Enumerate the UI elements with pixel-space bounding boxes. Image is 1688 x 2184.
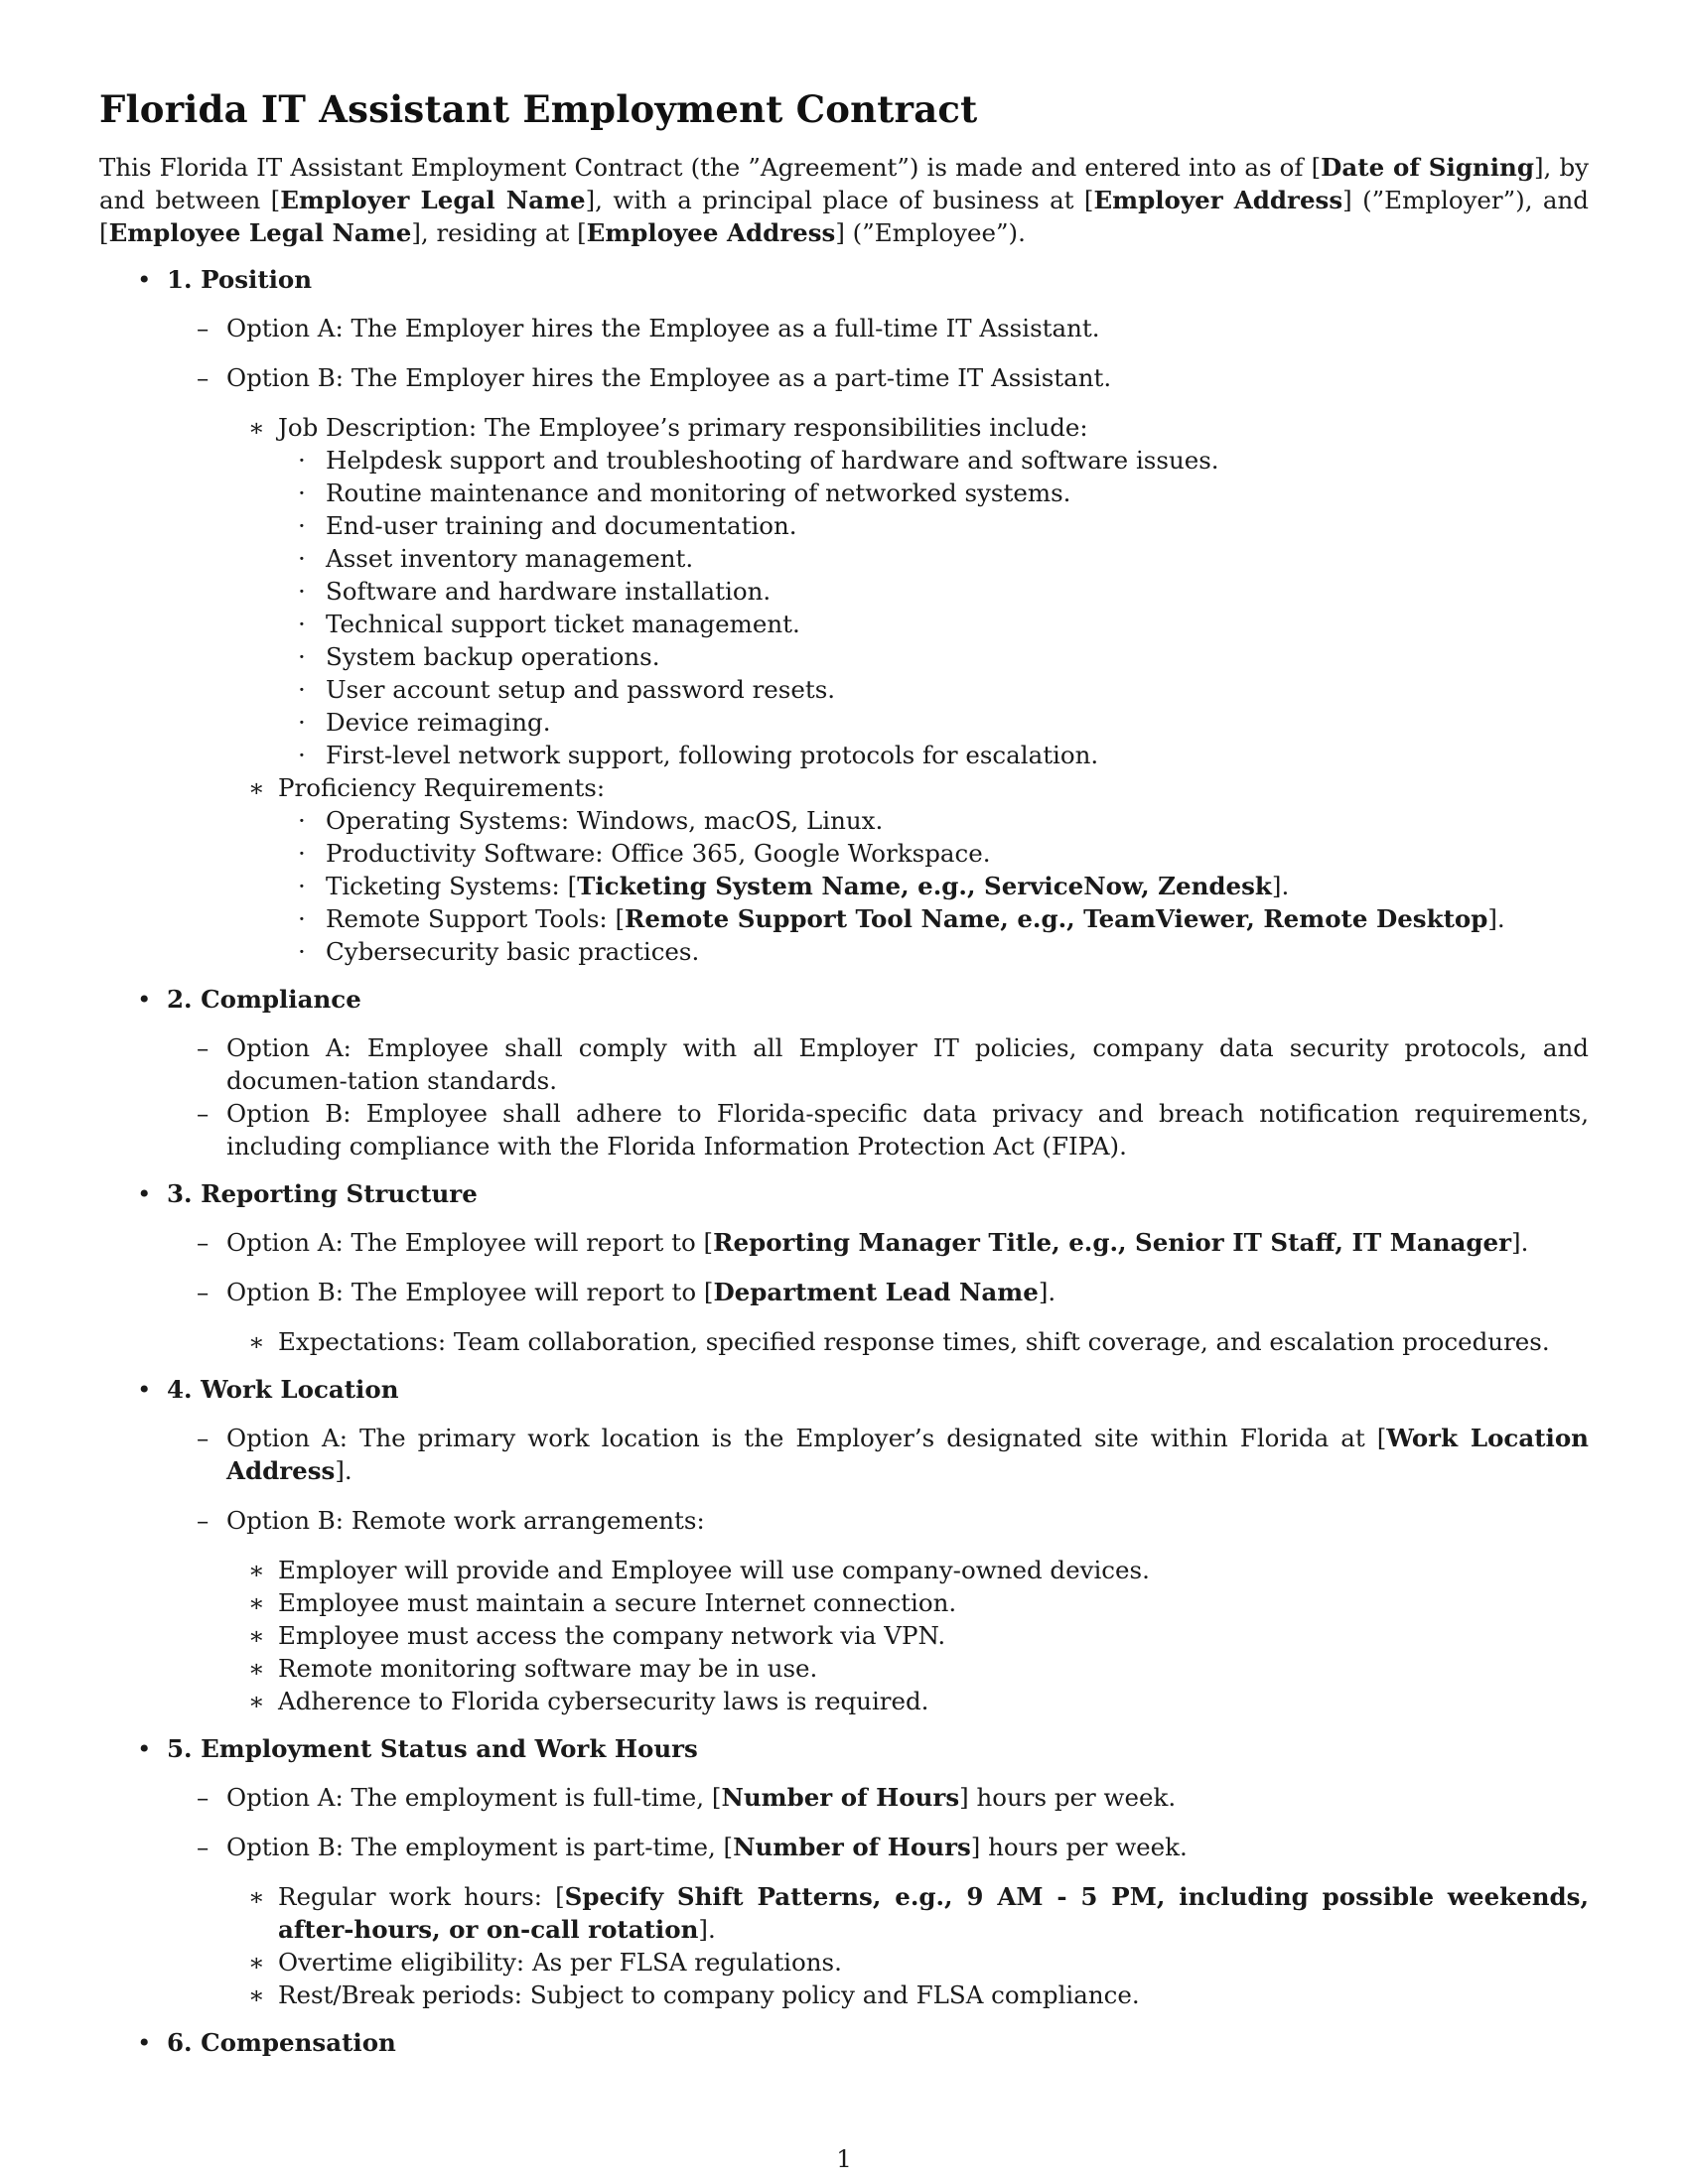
list-item-text: Regular work hours: [ xyxy=(278,1882,565,1911)
asterisk-icon: ∗ xyxy=(248,1556,265,1584)
expectations: Expectations: Team collaboration, specified response times, shift coverage, and escalation procedures. xyxy=(278,1327,1550,1356)
list-item-text: Adherence to Florida cybersecurity laws is required. xyxy=(278,1687,929,1715)
list-item-text: Rest/Break periods: Subject to company policy and FLSA compliance. xyxy=(278,1980,1140,2009)
list-item xyxy=(99,1979,1589,2011)
asterisk-icon: ∗ xyxy=(248,1588,265,1617)
intro-paragraph xyxy=(99,151,1589,249)
list-item xyxy=(99,1619,1589,1652)
remote-work-list xyxy=(99,1554,1589,1717)
list-item xyxy=(99,804,1589,837)
dash-icon: – xyxy=(197,1099,210,1128)
option-b: Option B: Remote work arrangements: xyxy=(226,1506,705,1535)
list-item xyxy=(99,837,1589,870)
list-item xyxy=(99,870,1589,902)
placeholder-employer-legal-name: Employer Legal Name xyxy=(280,186,586,214)
placeholder-employee-address: Employee Address xyxy=(586,218,836,247)
bullet-icon: • xyxy=(137,985,152,1014)
intro-text: ] (”Employee”). xyxy=(835,218,1026,247)
section-compensation xyxy=(99,2026,1589,2059)
list-item-text: System backup operations. xyxy=(326,642,660,671)
placeholder-department-lead-name: Department Lead Name xyxy=(713,1278,1039,1306)
dash-icon: – xyxy=(197,1783,210,1812)
section-work-location xyxy=(99,1373,1589,1717)
section-position xyxy=(99,263,1589,968)
bullet-icon: • xyxy=(137,1179,152,1208)
list-item-text: Cybersecurity basic practices. xyxy=(326,937,700,966)
list-item-text: Ticketing Systems: [ xyxy=(326,872,578,900)
dot-icon: · xyxy=(298,839,306,868)
work-hours-list xyxy=(99,1880,1589,2011)
page-number: 1 xyxy=(836,2144,852,2173)
dot-icon: · xyxy=(298,610,306,638)
placeholder-number-of-hours: Number of Hours xyxy=(721,1783,960,1812)
list-item xyxy=(99,1946,1589,1979)
list-item-text: ]. xyxy=(698,1915,716,1944)
dot-icon: · xyxy=(298,904,306,933)
option-b: Option B: The employment is part-time, [ xyxy=(226,1833,734,1861)
list-item-text: Technical support ticket management. xyxy=(326,610,800,638)
asterisk-icon: ∗ xyxy=(248,413,265,442)
dash-icon: – xyxy=(197,1506,210,1535)
contract-page xyxy=(99,87,1589,2073)
intro-text: ] (”Employer”), and [ xyxy=(99,186,1589,247)
dash-icon: – xyxy=(197,363,210,392)
dash-icon: – xyxy=(197,1833,210,1861)
dot-icon: · xyxy=(298,708,306,737)
list-item-text: Asset inventory management. xyxy=(326,544,694,573)
list-item-text: Overtime eligibility: As per FLSA regulations. xyxy=(278,1948,842,1977)
proficiency-list xyxy=(99,804,1589,968)
list-item-text: Operating Systems: Windows, macOS, Linux. xyxy=(326,806,884,835)
list-item-text: Remote Support Tools: [ xyxy=(326,904,626,933)
list-item xyxy=(99,608,1589,640)
list-item xyxy=(99,1586,1589,1619)
list-item xyxy=(99,902,1589,935)
dot-icon: · xyxy=(298,806,306,835)
asterisk-icon: ∗ xyxy=(248,773,265,802)
list-item-text: End-user training and documentation. xyxy=(326,511,797,540)
list-item xyxy=(99,1554,1589,1586)
list-item-text: Software and hardware installation. xyxy=(326,577,772,606)
list-item-text: Remote monitoring software may be in use. xyxy=(278,1654,818,1683)
section-title: 4. Work Location xyxy=(167,1375,399,1404)
bullet-icon: • xyxy=(137,265,152,294)
bullet-icon: • xyxy=(137,2028,152,2057)
placeholder-work-location-address: Work Location Address xyxy=(226,1424,1589,1485)
list-item xyxy=(99,935,1589,968)
dash-icon: – xyxy=(197,1033,210,1062)
placeholder-ticketing-system: Ticketing System Name, e.g., ServiceNow, Zendesk xyxy=(577,872,1272,900)
bullet-icon: • xyxy=(137,1375,152,1404)
placeholder-employer-address: Employer Address xyxy=(1093,186,1343,214)
section-employment-status xyxy=(99,1732,1589,2011)
list-item-text: ]. xyxy=(1271,872,1290,900)
list-item xyxy=(99,640,1589,673)
list-item-text: Routine maintenance and monitoring of networked systems. xyxy=(326,478,1071,507)
dash-icon: – xyxy=(197,314,210,342)
asterisk-icon: ∗ xyxy=(248,1687,265,1715)
job-description: Job Description: The Employee’s primary responsibilities include: xyxy=(278,413,1088,442)
placeholder-number-of-hours: Number of Hours xyxy=(733,1833,971,1861)
list-item xyxy=(99,542,1589,575)
placeholder-shift-patterns: Specify Shift Patterns, e.g., 9 AM - 5 PM, including possible weekends, after-hours, or on-call rotation xyxy=(278,1882,1589,1944)
option-a: Option A: The Employee will report to [ xyxy=(226,1228,714,1257)
list-item-text: User account setup and password resets. xyxy=(326,675,836,704)
list-item-text: Employee must maintain a secure Internet connection. xyxy=(278,1588,957,1617)
section-title: 3. Reporting Structure xyxy=(167,1179,478,1208)
placeholder-date-of-signing: Date of Signing xyxy=(1321,153,1534,182)
dot-icon: · xyxy=(298,446,306,475)
asterisk-icon: ∗ xyxy=(248,1980,265,2009)
bullet-icon: • xyxy=(137,1734,152,1763)
option-a: Option A: The employment is full-time, [ xyxy=(226,1783,722,1812)
list-item-text: Device reimaging. xyxy=(326,708,551,737)
option-a: Option A: Employee shall comply with all Employer IT policies, company data security protocols, and documen-tation standards. xyxy=(226,1033,1589,1095)
list-item xyxy=(99,1652,1589,1685)
option-b: Option B: Employee shall adhere to Florida-specific data privacy and breach notification requirements, including compliance with the Florida Information Protection Act (FIPA). xyxy=(226,1099,1589,1160)
list-item xyxy=(99,706,1589,739)
list-item xyxy=(99,444,1589,477)
dot-icon: · xyxy=(298,642,306,671)
section-compliance xyxy=(99,983,1589,1162)
section-title: 1. Position xyxy=(167,265,313,294)
intro-text: ], with a principal place of business at [ xyxy=(585,186,1094,214)
option-a: Option A: The Employer hires the Employee as a full-time IT Assistant. xyxy=(226,314,1100,342)
asterisk-icon: ∗ xyxy=(248,1882,265,1911)
dot-icon: · xyxy=(298,937,306,966)
list-item xyxy=(99,1685,1589,1717)
asterisk-icon: ∗ xyxy=(248,1948,265,1977)
section-title: 5. Employment Status and Work Hours xyxy=(167,1734,698,1763)
list-item xyxy=(99,509,1589,542)
list-item-text: Employer will provide and Employee will use company-owned devices. xyxy=(278,1556,1150,1584)
intro-text: ], residing at [ xyxy=(411,218,587,247)
dot-icon: · xyxy=(298,741,306,769)
dot-icon: · xyxy=(298,544,306,573)
asterisk-icon: ∗ xyxy=(248,1621,265,1650)
placeholder-remote-support-tool: Remote Support Tool Name, e.g., TeamViewer, Remote Desktop xyxy=(625,904,1488,933)
option-b-end: ] hours per week. xyxy=(970,1833,1188,1861)
document-title: Florida IT Assistant Employment Contract xyxy=(99,87,978,131)
dot-icon: · xyxy=(298,872,306,900)
option-b: Option B: The Employer hires the Employee as a part-time IT Assistant. xyxy=(226,363,1112,392)
placeholder-employee-legal-name: Employee Legal Name xyxy=(108,218,412,247)
option-b-end: ]. xyxy=(1038,1278,1056,1306)
intro-text: This Florida IT Assistant Employment Contract (the ”Agreement”) is made and entered into as of [ xyxy=(99,153,1322,182)
dot-icon: · xyxy=(298,478,306,507)
dot-icon: · xyxy=(298,675,306,704)
dash-icon: – xyxy=(197,1278,210,1306)
list-item xyxy=(99,673,1589,706)
option-a-end: ]. xyxy=(335,1456,352,1485)
option-a: Option A: The primary work location is the Employer’s designated site within Florida at [ xyxy=(226,1424,1387,1452)
dot-icon: · xyxy=(298,511,306,540)
proficiency-requirements: Proficiency Requirements: xyxy=(278,773,606,802)
asterisk-icon: ∗ xyxy=(248,1327,265,1356)
list-item-text: ]. xyxy=(1487,904,1505,933)
option-b: Option B: The Employee will report to [ xyxy=(226,1278,714,1306)
list-item-text: First-level network support, following protocols for escalation. xyxy=(326,741,1099,769)
dot-icon: · xyxy=(298,577,306,606)
list-item xyxy=(99,575,1589,608)
asterisk-icon: ∗ xyxy=(248,1654,265,1683)
list-item-text: Productivity Software: Office 365, Google Workspace. xyxy=(326,839,991,868)
placeholder-reporting-manager-title: Reporting Manager Title, e.g., Senior IT Staff, IT Manager xyxy=(713,1228,1512,1257)
list-item xyxy=(99,739,1589,771)
section-title: 6. Compensation xyxy=(167,2028,396,2057)
list-item-text: Employee must access the company network via VPN. xyxy=(278,1621,946,1650)
option-a-end: ]. xyxy=(1511,1228,1529,1257)
dash-icon: – xyxy=(197,1228,210,1257)
intro-text: ], by and between [ xyxy=(99,153,1589,214)
section-title: 2. Compliance xyxy=(167,985,361,1014)
dash-icon: – xyxy=(197,1424,210,1452)
list-item xyxy=(99,477,1589,509)
section-reporting-structure xyxy=(99,1177,1589,1358)
list-item xyxy=(99,1880,1589,1946)
list-item-text: Helpdesk support and troubleshooting of hardware and software issues. xyxy=(326,446,1219,475)
job-description-list xyxy=(99,444,1589,771)
option-a-end: ] hours per week. xyxy=(959,1783,1177,1812)
